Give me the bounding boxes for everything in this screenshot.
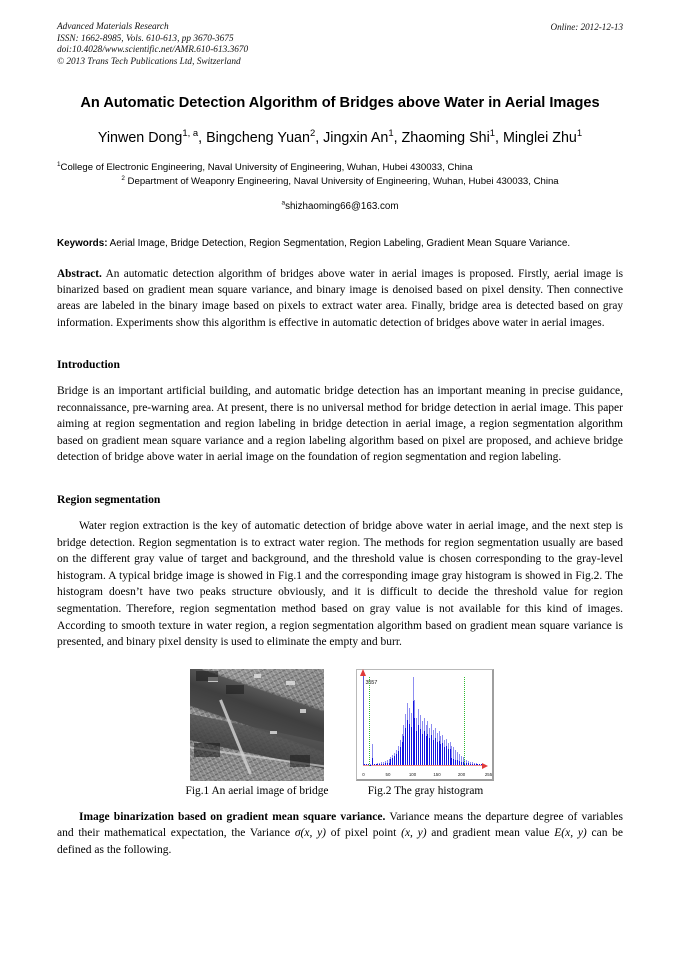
histogram-bar-core — [405, 728, 406, 765]
figure-row — [57, 669, 623, 797]
author-separator: , — [495, 130, 503, 147]
histogram-bar-core — [379, 764, 380, 765]
figure-1-caption: Fig.1 An aerial image of bridge — [185, 784, 329, 797]
affiliation-block — [57, 161, 623, 188]
histogram-bar-core — [413, 701, 414, 764]
affiliation-text: College of Electronic Engineering, Naval University of Engineering, Wuhan, Hubei 430033, China — [60, 162, 473, 174]
closing-text-3: and gradient mean value — [426, 827, 555, 840]
histogram-bar-core — [377, 764, 378, 765]
histogram-bar-core — [468, 763, 469, 764]
building-speck — [300, 709, 306, 713]
histogram-bar-core — [372, 758, 373, 765]
online-date: Online: 2012-12-13 — [550, 22, 623, 32]
histogram-bar-core — [414, 718, 415, 764]
author-entry — [206, 127, 324, 147]
building-speck — [254, 674, 261, 678]
closing-text-4: can be defined as the following. — [57, 827, 624, 856]
journal-issn: ISSN: 1662-8985, Vols. 610-613, pp 3670-3675 — [57, 33, 234, 44]
author-affiliation-marker: 1 — [576, 127, 583, 139]
histogram-bar-core — [385, 763, 386, 764]
journal-name: Advanced Materials Research — [57, 22, 169, 32]
journal-copyright: © 2013 Trans Tech Publications Ltd, Switzerland — [57, 56, 241, 67]
building-speck — [270, 731, 277, 734]
histogram-bar-core — [381, 764, 382, 765]
author-name: Minglei Zhu — [502, 130, 577, 147]
histogram-bar-core — [420, 729, 421, 765]
histogram-bar-core — [466, 763, 467, 765]
dark-patch — [290, 755, 310, 767]
author-affiliation-marker: 2 — [309, 127, 316, 139]
author-affiliation-marker: 1, a — [182, 127, 199, 139]
figure-1 — [186, 669, 329, 797]
keywords-text: Aerial Image, Bridge Detection, Region Segmentation, Region Labeling, Gradient Mean Square Variance. — [107, 238, 571, 250]
abstract-text: An automatic detection algorithm of bridges above water in aerial images is proposed. Firstly, aerial image is binarized based on gradient mean square variance, and binary image is denoised based on pixel density. Then connective areas are labeled in the binary image based on pixels to extract water area. Finally, bridge area is detected based on gray information. Experiments show this algorithm is effective in automatic detection of bridges above water in aerial images. — [57, 267, 623, 329]
histogram-bar-core — [407, 720, 408, 765]
histogram-bar-core — [435, 738, 436, 765]
keywords-block — [57, 237, 623, 251]
histogram-bar-core — [474, 764, 475, 765]
histogram-bar-core — [448, 749, 449, 765]
histogram-bar-core — [431, 735, 432, 764]
x-axis-tick-label: 100 — [408, 771, 417, 777]
histogram-bar-core — [450, 749, 451, 765]
dark-patch — [194, 743, 220, 757]
histogram-bar-core — [470, 764, 471, 765]
dark-patch — [196, 671, 218, 681]
section-paragraph-region-segmentation: Water region extraction is the key of automatic detection of bridge above water in aerial image, and the next step is bridge detection. Region segmentation is to extract water region. The methods for region segmentation usually are based on the different gray value of target and background, and the threshold value is chosen corresponding to the gray-level histogram. A typical bridge image is showed in Fig.1 and the corresponding image gray histogram is showed in Fig.2. The histogram doesn’t have two peaks structure obviously, and it is difficult to decide the threshold value for region segmentation. Therefore, region segmentation method based on gray value is not available for this kind of images. According to smooth texture in water region, a region segmentation algorithm based on gradient mean square variance is presented, and binary pixel density is used to eliminate the empty and burr. — [57, 519, 623, 649]
author-name: Zhaoming Shi — [401, 130, 490, 147]
histogram-bar-core — [402, 742, 403, 764]
histogram-bar-core — [442, 743, 443, 764]
histogram-bar-core — [389, 763, 390, 765]
closing-text-1: Variance means the departure degree of variables and their mathematical expectation, the Variance — [57, 810, 624, 840]
author-entry — [401, 127, 503, 147]
author-affiliation-marker: 1 — [489, 127, 496, 139]
email-marker: a — [281, 199, 286, 207]
histogram-threshold-marker — [369, 677, 370, 766]
x-axis-tick-label: 0 — [362, 771, 365, 777]
aerial-image — [190, 669, 324, 781]
abstract-block — [57, 266, 623, 331]
y-axis-arrow-icon — [360, 669, 366, 676]
affiliation-marker: 1 — [57, 161, 61, 169]
abstract-label: Abstract. — [57, 267, 102, 280]
section-heading-introduction: Introduction — [57, 357, 120, 371]
author-name: Yinwen Dong — [97, 130, 183, 147]
histogram-bar-core — [392, 758, 393, 765]
histogram-bar-core — [418, 725, 419, 765]
histogram-bar-core — [457, 760, 458, 765]
dark-patch — [226, 685, 244, 694]
histogram-bar-core — [400, 747, 401, 764]
author-separator: , — [393, 130, 402, 147]
histogram-bar-core — [437, 742, 438, 765]
histogram-bar-core — [427, 734, 428, 765]
histogram-bar-core — [472, 764, 473, 765]
author-list — [57, 129, 623, 148]
affiliation-marker: 2 — [121, 174, 125, 182]
contact-email — [57, 201, 623, 212]
histogram-bar-core — [424, 731, 425, 765]
author-entry — [502, 127, 583, 147]
math-e-xy: E(x, y) — [554, 827, 587, 840]
histogram-chart — [356, 669, 494, 781]
author-entry — [323, 127, 402, 147]
journal-doi: doi:10.4028/www.scientific.net/AMR.610-613.3670 — [57, 45, 249, 56]
histogram-bar-core — [416, 731, 417, 765]
closing-heading: Image binarization based on gradient mean square variance. — [79, 810, 386, 823]
histogram-bar-core — [476, 764, 477, 765]
author-separator: , — [198, 130, 207, 147]
closing-text-2: of pixel point — [326, 827, 402, 840]
histogram-bar-core — [396, 754, 397, 765]
histogram-bar-core — [409, 724, 410, 765]
figure-2 — [356, 669, 494, 797]
author-separator: , — [315, 130, 324, 147]
page-content — [57, 22, 623, 858]
histogram-bar-core — [461, 762, 462, 765]
histogram-bar-core — [411, 727, 412, 764]
histogram-bar-core — [451, 758, 452, 765]
math-sigma-xy: σ(x, y) — [294, 827, 327, 840]
histogram-bar-core — [446, 746, 447, 765]
affiliation-2 — [57, 175, 623, 188]
email-address: shizhaoming66@163.com — [285, 201, 399, 213]
x-axis-tick-label: 200 — [457, 771, 466, 777]
x-axis-tick-label: 50 — [385, 771, 391, 777]
histogram-bar-core — [398, 751, 399, 765]
histogram-plot-area — [362, 675, 493, 777]
x-axis-tick-labels — [362, 768, 493, 777]
section-paragraph-introduction: Bridge is an important artificial building, and automatic bridge detection has an important meaning in precise guidance, reconnaissance, pre-warning area. At present, there is no universal method for bridge detection in aerial image. This paper aiming at region segmentation and region labeling in bridge detection in aerial image, a region segmentation algorithm based on gradient mean square variance and a region labeling algorithm based on pixel are proposed, and achieve bridge detection of bridge above water in aerial image on the foundation of region segmentation and region labeling. — [57, 384, 623, 464]
affiliation-text: Department of Weaponry Engineering, Naval University of Engineering, Wuhan, Hubei 430033, China — [124, 175, 559, 187]
histogram-bar-core — [383, 764, 384, 765]
histogram-threshold-marker — [464, 677, 465, 766]
histogram-bar-core — [422, 734, 423, 765]
histogram-bar-core — [429, 738, 430, 765]
section-heading-region-segmentation: Region segmentation — [57, 492, 161, 506]
histogram-bar-core — [426, 736, 427, 765]
building-speck — [286, 681, 295, 685]
histogram-bar-core — [453, 759, 454, 765]
histogram-bar-core — [440, 744, 441, 764]
x-axis-tick-label: 255 — [484, 771, 493, 777]
histogram-bar-core — [439, 741, 440, 765]
histogram-bar-core — [387, 763, 388, 765]
histogram-bar-core — [394, 756, 395, 764]
author-name: Jingxin An — [323, 130, 389, 147]
author-affiliation-marker: 1 — [388, 127, 394, 139]
x-axis-tick-label: 150 — [433, 771, 441, 777]
author-name: Bingcheng Yuan — [206, 130, 310, 147]
figure-2-caption: Fig.2 The gray histogram — [367, 784, 484, 797]
histogram-bar-core — [455, 760, 456, 765]
histogram-bar-core — [433, 740, 434, 765]
closing-paragraph — [57, 809, 623, 859]
author-entry — [97, 127, 207, 147]
page-title: An Automatic Detection Algorithm of Bridges above Water in Aerial Images — [80, 95, 600, 112]
histogram-bar-core — [444, 747, 445, 765]
histogram-bar-core — [390, 759, 391, 764]
keywords-label: Keywords: — [57, 238, 108, 250]
histogram-bar-core — [459, 761, 460, 765]
peak-value-label: 3557 — [365, 679, 378, 686]
math-point-xy: (x, y) — [401, 827, 427, 840]
journal-header — [57, 22, 623, 68]
histogram-bar-core — [403, 736, 404, 765]
affiliation-1 — [57, 161, 623, 174]
